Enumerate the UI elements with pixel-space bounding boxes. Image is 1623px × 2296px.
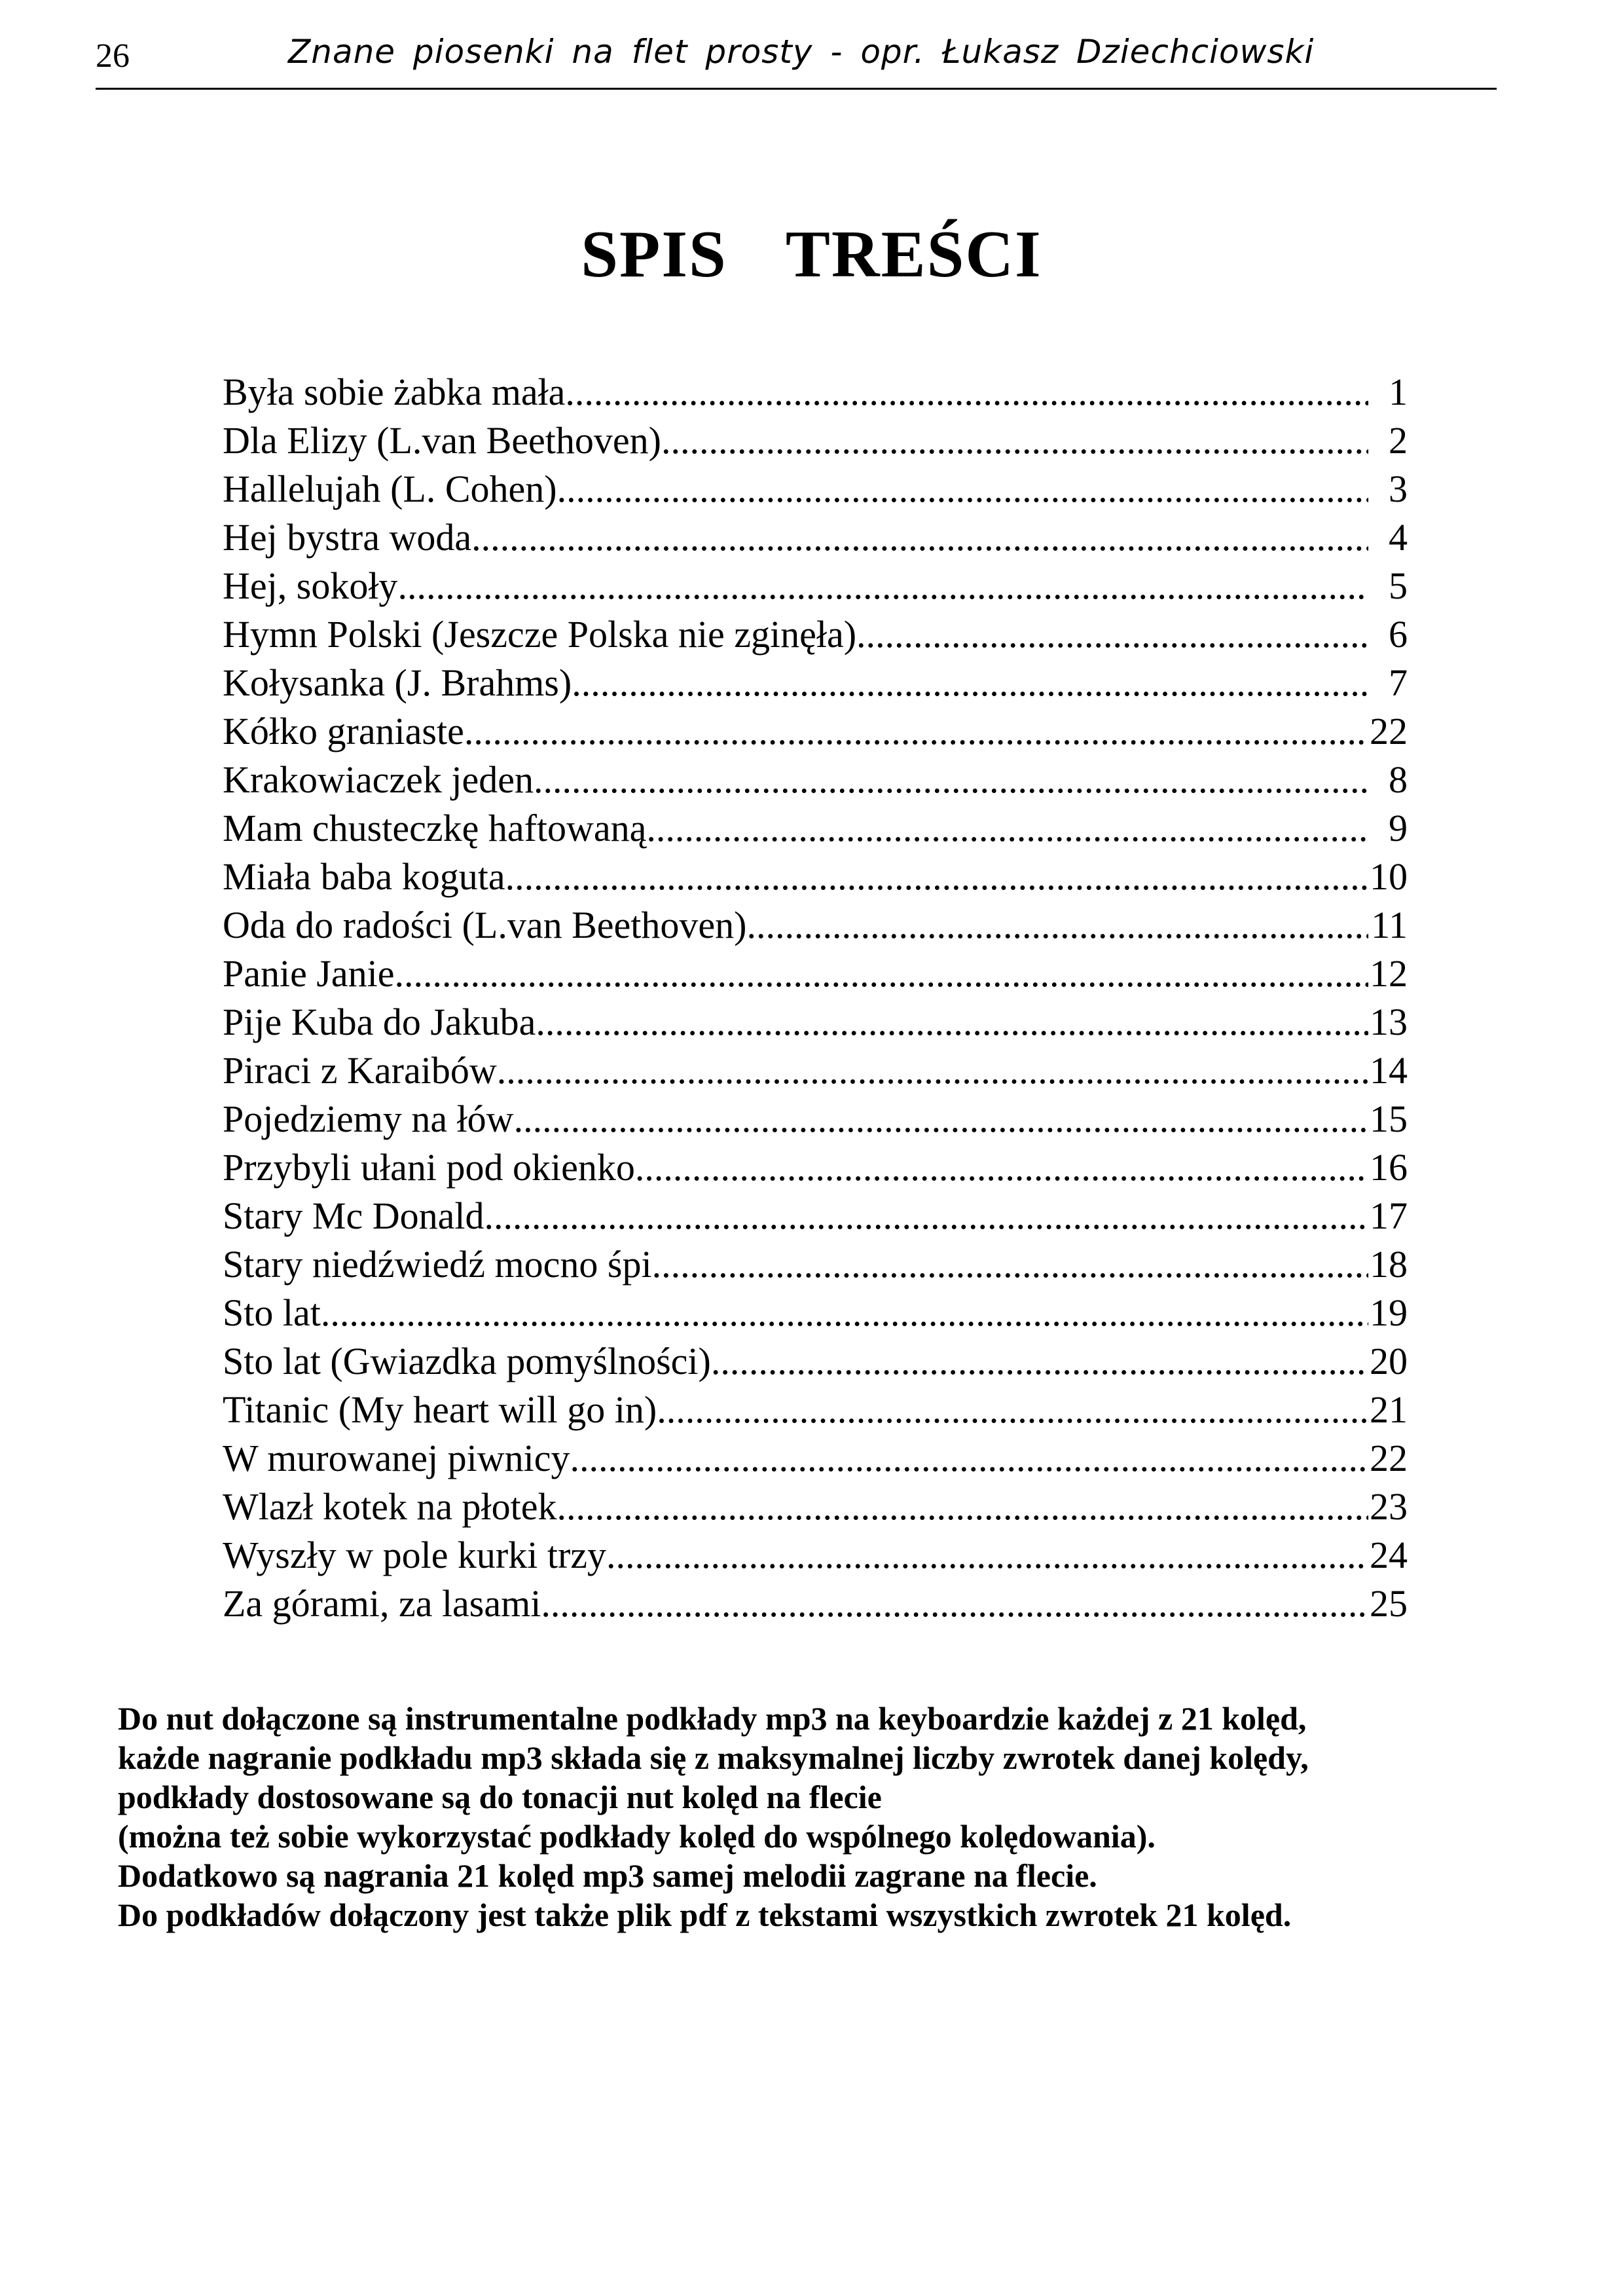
note-line: Dodatkowo są nagrania 21 kolęd mp3 samej melodii zagrane na flecie.: [118, 1857, 1097, 1894]
toc-entry-page: 2: [1389, 419, 1408, 462]
toc-entry: [223, 610, 1408, 659]
toc-entry-title: Miała baba koguta: [223, 855, 505, 898]
toc-entry-page: 1: [1389, 371, 1408, 413]
toc-entry-page: 24: [1370, 1534, 1408, 1576]
toc-dot-leader: [541, 1580, 1368, 1628]
toc-entry: [223, 853, 1408, 901]
toc-entry: [223, 756, 1408, 804]
toc-entry-title: Była sobie żabka mała: [223, 371, 566, 413]
page-title: SPIS TREŚCI: [581, 217, 1042, 292]
note-line: (można też sobie wykorzystać podkłady kolęd do wspólnego kolędowania).: [118, 1818, 1156, 1855]
toc-entry: [223, 1143, 1408, 1192]
toc-entry-title: Titanic (My heart will go in): [223, 1388, 657, 1431]
toc-entry-title: Stary niedźwiedź mocno śpi: [223, 1243, 652, 1286]
toc-entry-page: 18: [1370, 1243, 1408, 1286]
toc-entry: [223, 804, 1408, 853]
toc-entry: [223, 998, 1408, 1046]
toc-entry-page: 10: [1370, 855, 1408, 898]
running-header: Znane piosenki na flet prosty - opr. Łukasz Dziechciowski: [288, 33, 1315, 71]
toc-entry: [223, 1289, 1408, 1337]
toc-entry: [223, 1240, 1408, 1289]
toc-entry-page: 20: [1370, 1340, 1408, 1382]
toc-entry: [223, 1337, 1408, 1386]
toc-entry: [223, 465, 1408, 513]
toc-dot-leader: [646, 804, 1368, 853]
toc-entry-page: 6: [1389, 613, 1408, 656]
toc-entry-page: 3: [1389, 468, 1408, 510]
toc-entry-page: 25: [1370, 1582, 1408, 1625]
toc-entry-title: Kołysanka (J. Brahms): [223, 661, 572, 704]
toc-entry-page: 22: [1370, 1437, 1408, 1479]
toc-entry-page: 8: [1389, 758, 1408, 801]
toc-entry-title: W murowanej piwnicy: [223, 1437, 570, 1479]
toc-entry: [223, 1531, 1408, 1580]
toc-dot-leader: [657, 1386, 1368, 1434]
toc-dot-leader: [395, 950, 1368, 998]
toc-entry-title: Hallelujah (L. Cohen): [223, 468, 557, 510]
toc-dot-leader: [505, 853, 1368, 901]
toc-entry: [223, 513, 1408, 562]
page-number: 26: [96, 37, 130, 75]
toc-entry-title: Pije Kuba do Jakuba: [223, 1001, 536, 1043]
toc-entry-title: Wyszły w pole kurki trzy: [223, 1534, 607, 1576]
toc-dot-leader: [746, 901, 1368, 950]
toc-entry-title: Pojedziemy na łów: [223, 1098, 514, 1140]
toc-entry-title: Hej bystra woda: [223, 516, 472, 559]
toc-dot-leader: [572, 659, 1368, 707]
header-divider: [96, 88, 1497, 90]
toc-entry-title: Wlazł kotek na płotek: [223, 1485, 557, 1528]
toc-entry-title: Za górami, za lasami: [223, 1582, 541, 1625]
toc-dot-leader: [711, 1337, 1368, 1386]
toc-entry: [223, 1434, 1408, 1483]
note-line: Do nut dołączone są instrumentalne podkłady mp3 na keyboardzie każdej z 21 kolęd,: [118, 1700, 1307, 1737]
toc-dot-leader: [652, 1240, 1368, 1289]
note-line: podkłady dostosowane są do tonacji nut kolęd na flecie: [118, 1779, 882, 1815]
toc-entry-page: 12: [1370, 952, 1408, 995]
toc-dot-leader: [557, 465, 1368, 513]
toc-entry: [223, 1046, 1408, 1095]
toc-entry-page: 11: [1371, 904, 1408, 946]
toc-dot-leader: [570, 1434, 1368, 1483]
toc-dot-leader: [514, 1095, 1368, 1143]
toc-entry-title: Hymn Polski (Jeszcze Polska nie zginęła): [223, 613, 857, 656]
toc-entry: [223, 901, 1408, 950]
toc-entry-page: 14: [1370, 1049, 1408, 1092]
toc-entry: [223, 950, 1408, 998]
mp3-accompaniment-note: [118, 1699, 1525, 1935]
toc-dot-leader: [856, 610, 1368, 659]
toc-entry: [223, 562, 1408, 610]
toc-dot-leader: [484, 1192, 1369, 1240]
toc-entry-page: 9: [1389, 807, 1408, 849]
note-line: każde nagranie podkładu mp3 składa się z maksymalnej liczby zwrotek danej kolędy,: [118, 1739, 1309, 1776]
toc-dot-leader: [661, 417, 1368, 465]
toc-entry: [223, 1386, 1408, 1434]
toc-entry: [223, 1483, 1408, 1531]
toc-dot-leader: [321, 1289, 1368, 1337]
toc-entry: [223, 659, 1408, 707]
toc-entry-page: 21: [1370, 1388, 1408, 1431]
toc-entry: [223, 1095, 1408, 1143]
toc-dot-leader: [536, 998, 1368, 1046]
toc-dot-leader: [557, 1483, 1368, 1531]
toc-entry-title: Sto lat (Gwiazdka pomyślności): [223, 1340, 711, 1382]
toc-entry: [223, 707, 1408, 756]
toc-entry-page: 16: [1370, 1146, 1408, 1189]
toc-entry-page: 23: [1370, 1485, 1408, 1528]
toc-entry-title: Kółko graniaste: [223, 710, 464, 752]
toc-entry-page: 7: [1389, 661, 1408, 704]
toc-entry-title: Mam chusteczkę haftowaną: [223, 807, 647, 849]
toc-entry-title: Hej, sokoły: [223, 565, 398, 607]
toc-entry-title: Panie Janie: [223, 952, 395, 995]
note-line: Do podkładów dołączony jest także plik pdf z tekstami wszystkich zwrotek 21 kolęd.: [118, 1897, 1292, 1933]
toc-entry: [223, 368, 1408, 417]
toc-entry-page: 5: [1389, 565, 1408, 607]
toc-entry-page: 17: [1370, 1194, 1408, 1237]
toc-entry-page: 19: [1370, 1291, 1408, 1334]
toc-entry: [223, 1580, 1408, 1628]
toc-entry-title: Sto lat: [223, 1291, 321, 1334]
toc-entry-title: Oda do radości (L.van Beethoven): [223, 904, 747, 946]
toc-dot-leader: [497, 1046, 1368, 1095]
toc-entry-title: Piraci z Karaibów: [223, 1049, 497, 1092]
toc-entry: [223, 1192, 1408, 1240]
toc-dot-leader: [635, 1143, 1368, 1192]
toc-entry-title: Dla Elizy (L.van Beethoven): [223, 419, 661, 462]
toc-entry-page: 22: [1370, 710, 1408, 752]
toc-dot-leader: [534, 756, 1368, 804]
toc-dot-leader: [397, 562, 1368, 610]
toc-entry-page: 4: [1389, 516, 1408, 559]
toc-dot-leader: [464, 707, 1368, 756]
toc-entry: [223, 417, 1408, 465]
toc-entry-title: Stary Mc Donald: [223, 1194, 484, 1237]
toc-dot-leader: [565, 368, 1368, 417]
toc-entry-page: 13: [1370, 1001, 1408, 1043]
toc-entry-title: Przybyli ułani pod okienko: [223, 1146, 635, 1189]
table-of-contents: [223, 368, 1408, 1628]
toc-entry-title: Krakowiaczek jeden: [223, 758, 534, 801]
toc-dot-leader: [471, 513, 1368, 562]
toc-entry-page: 15: [1370, 1098, 1408, 1140]
toc-dot-leader: [606, 1531, 1368, 1580]
